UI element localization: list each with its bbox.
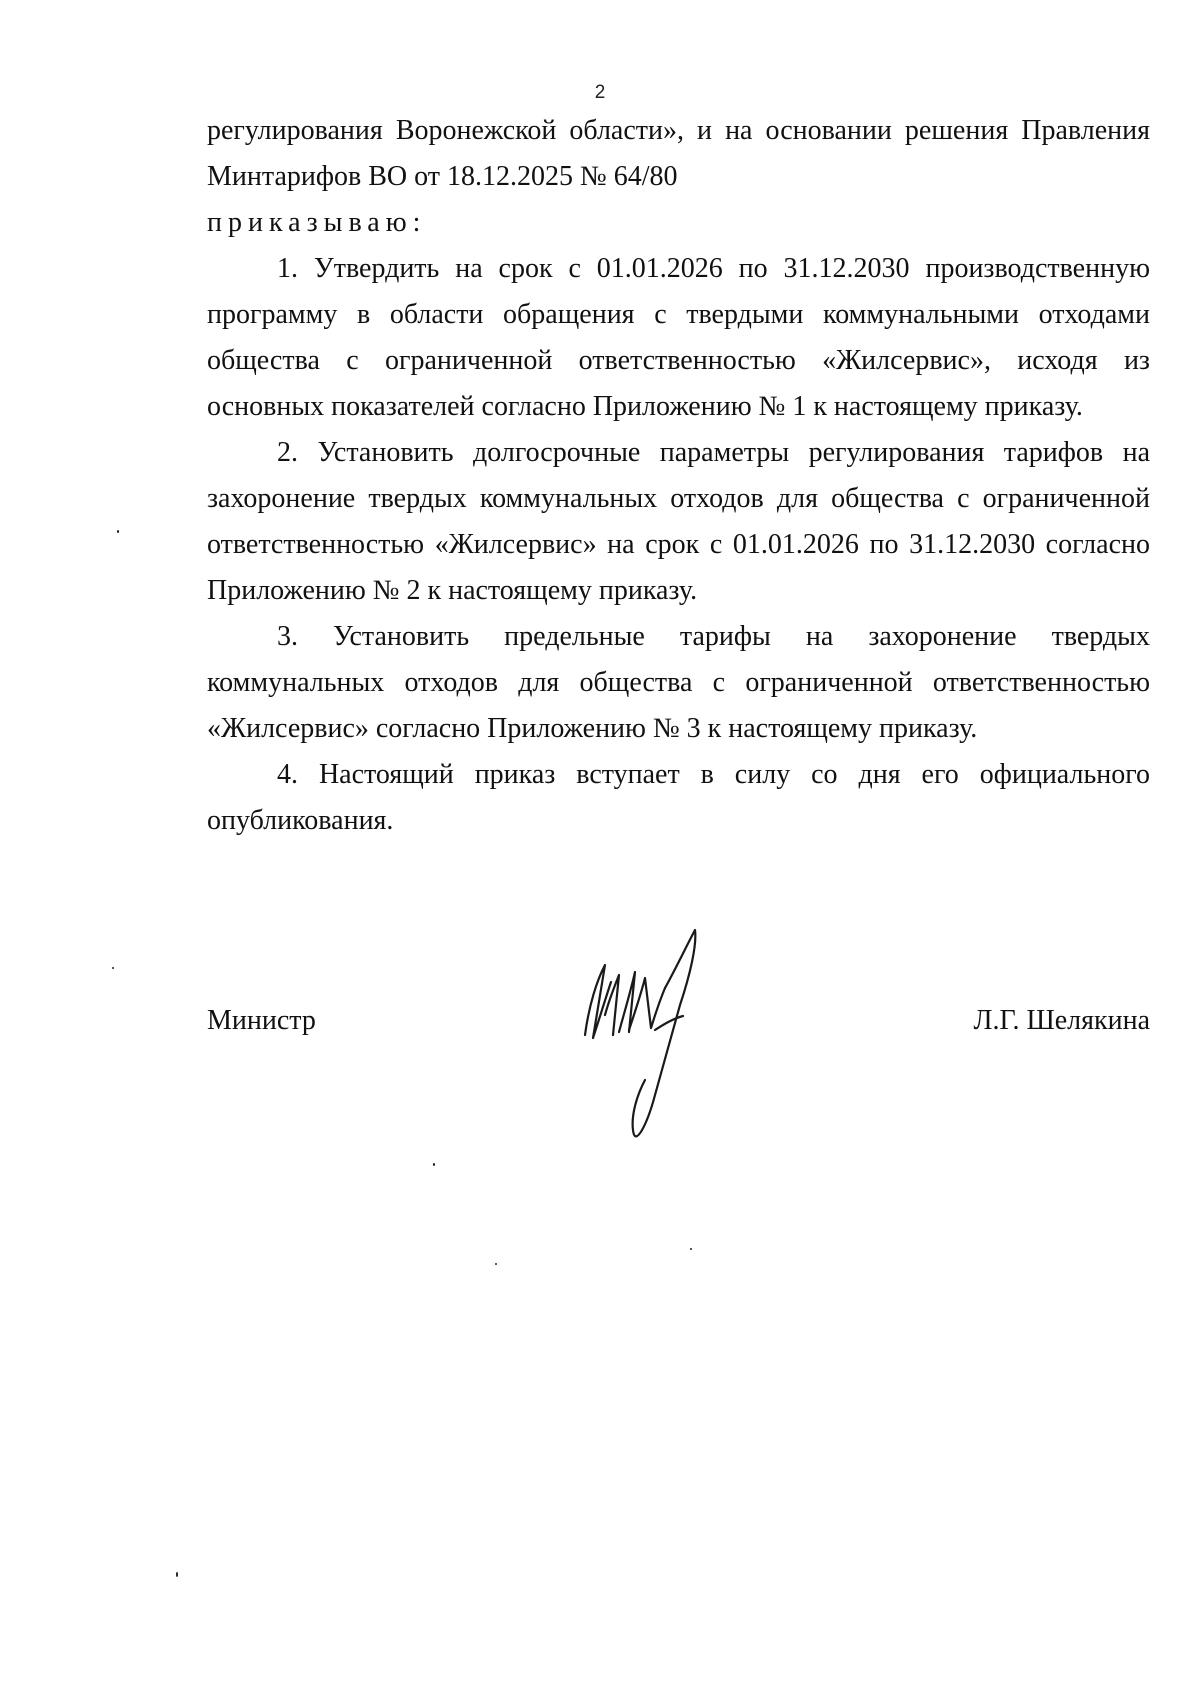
page-number: 2 — [594, 82, 606, 103]
item-3-line-1: 3. Установить предельные тарифы на захоронение твердых — [277, 621, 1150, 652]
item-1-line-1: 1. Утвердить на срок с 01.01.2026 по 31.12.2030 производственную — [277, 253, 1150, 284]
item-4-line-1: 4. Настоящий приказ вступает в силу со дня его официального — [277, 759, 1150, 790]
item-1-line-2: программу в области обращения с твердыми коммунальными отходами — [207, 299, 1150, 330]
item-3-line-3: «Жилсервис» согласно Приложению № 3 к настоящему приказу. — [207, 713, 978, 744]
item-4-line-2: опубликования. — [207, 805, 394, 836]
scan-speck — [690, 1248, 692, 1250]
scan-speck — [176, 1572, 178, 1577]
item-2-line-1: 2. Установить долгосрочные параметры регулирования тарифов на — [277, 437, 1150, 468]
scan-speck — [433, 1163, 435, 1166]
order-keyword: приказываю: — [207, 207, 427, 238]
signatory-name: Л.Г. Шелякина — [973, 1005, 1150, 1036]
item-2-line-3: ответственностью «Жилсервис» на срок с 01.01.2026 по 31.12.2030 согласно — [207, 529, 1150, 560]
item-2-line-4: Приложению № 2 к настоящему приказу. — [207, 575, 698, 606]
handwritten-signature — [575, 920, 725, 1150]
item-1-line-4: основных показателей согласно Приложению № 1 к настоящему приказу. — [207, 391, 1083, 422]
intro-line-2: Минтарифов ВО от 18.12.2025 № 64/80 — [207, 161, 678, 192]
scan-speck — [112, 967, 114, 969]
scan-speck — [495, 1263, 497, 1265]
intro-line-1: регулирования Воронежской области», и на основании решения Правления — [207, 115, 1150, 146]
item-2-line-2: захоронение твердых коммунальных отходов для общества с ограниченной — [207, 483, 1150, 514]
signatory-title: Министр — [207, 1005, 316, 1036]
item-1-line-3: общества с ограниченной ответственностью «Жилсервис», исходя из — [207, 345, 1150, 376]
item-3-line-2: коммунальных отходов для общества с ограниченной ответственностью — [207, 667, 1150, 698]
scan-speck — [117, 530, 119, 533]
